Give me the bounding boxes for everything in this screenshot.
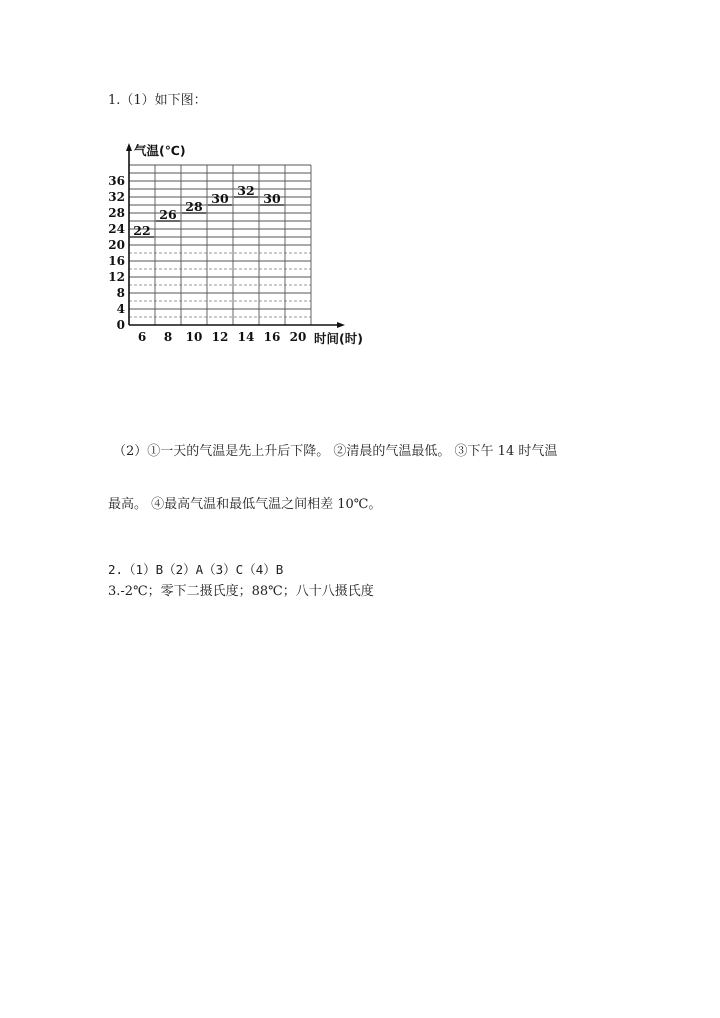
y-tick-label: 16 [108, 254, 125, 268]
bar-value-label: 32 [237, 183, 255, 198]
y-tick-label: 28 [108, 206, 125, 220]
y-tick-label: 20 [108, 238, 125, 252]
y-tick-label: 8 [116, 286, 125, 300]
y-axis-title: 气温(℃) [134, 143, 186, 158]
temperature-chart [104, 135, 384, 350]
y-tick-label: 32 [108, 190, 125, 204]
bar-value-label: 22 [133, 223, 151, 238]
bar-value-label: 30 [263, 191, 281, 206]
x-tick-label: 6 [137, 330, 147, 344]
x-tick-label: 10 [185, 330, 203, 344]
q1-part2-line1: （2）①一天的气温是先上升后下降。 ②清晨的气温最低。 ③下午 14 时气温 [113, 444, 558, 459]
q1-part2-line2: 最高。 ④最高气温和最低气温之间相差 10℃。 [108, 497, 382, 512]
bar-value-label: 28 [185, 199, 203, 214]
x-tick-label: 16 [263, 330, 281, 344]
x-tick-label: 8 [163, 330, 173, 344]
y-axis-arrow [126, 143, 132, 151]
y-tick-label: 24 [108, 222, 125, 236]
y-tick-label: 4 [116, 302, 125, 316]
x-tick-label: 14 [237, 330, 255, 344]
y-tick-label: 12 [108, 270, 125, 284]
bar-value-label: 26 [159, 207, 177, 222]
q3-answer: 3.-2℃；零下二摄氏度；88℃；八十八摄氏度 [108, 584, 374, 599]
x-axis-title: 时间(时) [314, 331, 363, 346]
q1-heading: 1.（1）如下图： [108, 93, 207, 108]
x-axis-arrow [337, 322, 345, 328]
y-tick-label: 36 [108, 174, 125, 188]
x-tick-label: 20 [289, 330, 307, 344]
q2-answer: 2.（1）B（2）A（3）C（4）B [108, 562, 284, 577]
x-tick-label: 12 [211, 330, 229, 344]
bar-value-label: 30 [211, 191, 229, 206]
chart-svg [104, 135, 384, 350]
y-tick-label: 0 [116, 318, 125, 332]
